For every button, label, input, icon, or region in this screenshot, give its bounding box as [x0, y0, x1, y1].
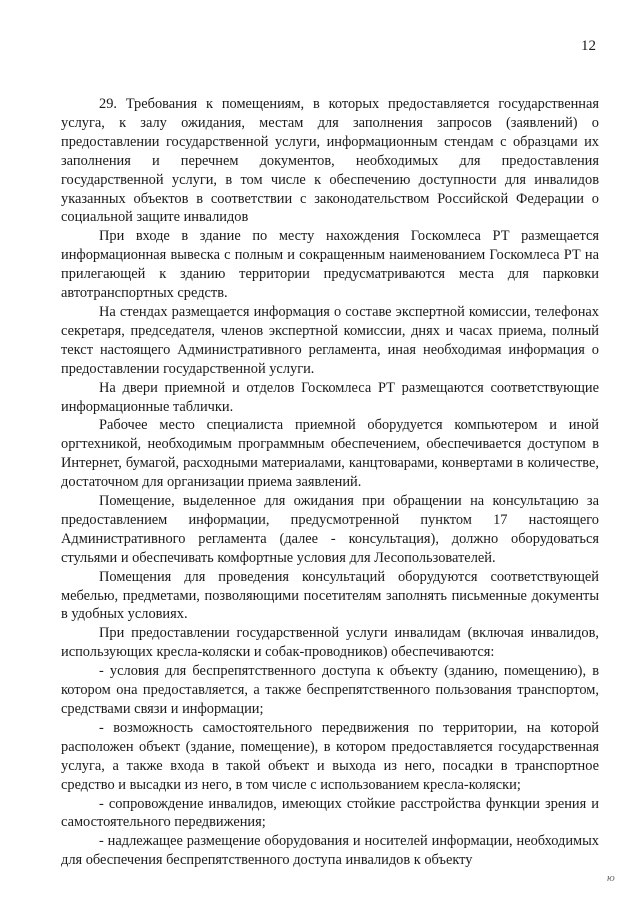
paragraph-information-stands: На стендах размещается информация о составе экспертной комиссии, телефонах секретаря, председателя, членов экспертной комиссии, днях и часах приема, полный текст настоящего Административного регламента, иная необходимая информация о предоставлении государственной услуги. — [61, 303, 599, 377]
list-item-unobstructed-access: - условия для беспрепятственного доступа к объекту (зданию, помещению), в котором она предоставляется, а также беспрепятственного пользования транспортом, средствами связи и информации; — [61, 663, 599, 717]
paragraph-entrance-signage: При входе в здание по месту нахождения Госкомлеса РТ размещается информационная вывеска с полным и сокращенным наименованием Госкомлеса РТ на прилегающей к зданию территории предусматриваются места для парковки автотранспортных средств. — [61, 228, 599, 302]
list-item-independent-movement: - возможность самостоятельного передвижения по территории, на которой расположен объект (здание, помещение), в котором предоставляется государственная услуга, а также входа в такой объект и выхода из него, посадки в транспортное средство и высадки из него, в том числе с использованием кресла-коляски; — [61, 719, 599, 793]
paragraph-requirements-heading: 29. Требования к помещениям, в которых предоставляется государственная услуга, к залу ожидания, местам для заполнения запросов (заявлений) о предоставлении государственной услуги, информационным стендам с образцами их заполнения и перечнем документов, необходимых для предоставления государственной услуги, в том числе к обеспечению доступности для инвалидов указанных объектов в соответствии с законодательством Российской Федерации о социальной защите инвалидов — [61, 96, 599, 226]
list-item-escort: - сопровождение инвалидов, имеющих стойкие расстройства функции зрения и самостоятельного передвижения; — [61, 795, 599, 831]
paragraph-waiting-room: Помещение, выделенное для ожидания при обращении на консультацию за предоставлением информации, предусмотренной пунктом 17 настоящего Административного регламента (далее - консультация), должно оборудоваться стульями и обеспечивать комфортные условия для Лесопользователей. — [61, 493, 599, 566]
paragraph-door-plates: На двери приемной и отделов Госкомлеса РТ размещаются соответствующие информационные таблички. — [61, 379, 599, 415]
document-body — [61, 95, 599, 870]
paragraph-consultation-rooms: Помещения для проведения консультаций оборудуются соответствующей мебелью, предметами, позволяющими посетителям заполнять письменные документы в удобных условиях. — [61, 568, 599, 623]
paragraph-disability-access-intro: При предоставлении государственной услуги инвалидам (включая инвалидов, использующих кресла-коляски и собак-проводников) обеспечиваются: — [61, 625, 599, 661]
paragraph-workplace-equipment: Рабочее место специалиста приемной оборудуется компьютером и иной оргтехникой, необходимым программным обеспечением, обеспечивается доступом в Интернет, бумагой, расходными материалами, канцтоварами, конвертами в количестве, достаточном для организации приема заявлений. — [61, 417, 599, 491]
list-item-equipment-placement: - надлежащее размещение оборудования и носителей информации, необходимых для обеспечения беспрепятственного доступа инвалидов к объекту — [61, 833, 599, 869]
corner-handwritten-mark: ю — [607, 872, 615, 884]
page-number: 12 — [581, 38, 596, 54]
